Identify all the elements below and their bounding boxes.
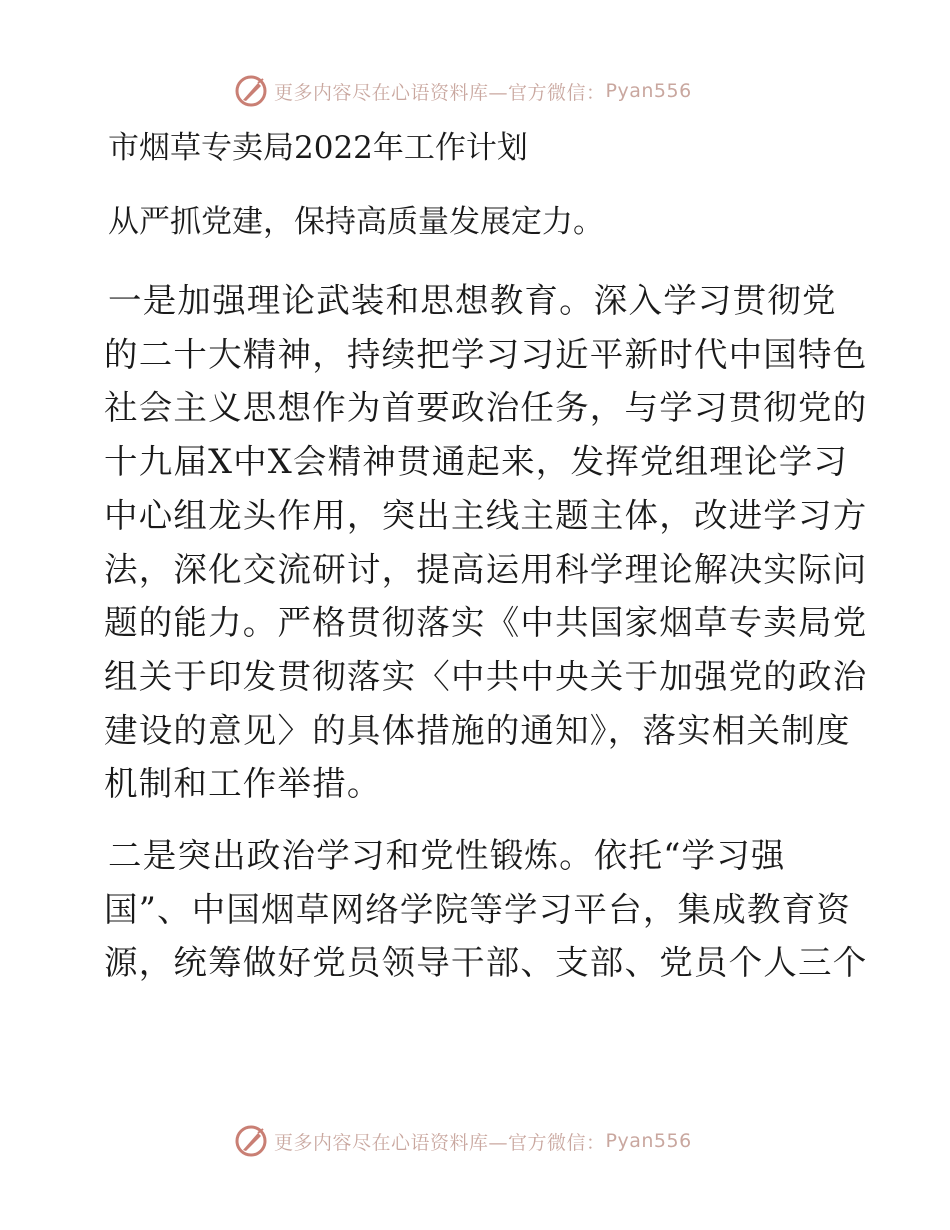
section-heading: 从严抓党建，保持高质量发展定力。 xyxy=(108,204,604,240)
paragraph-line: 中心组龙头作用，突出主线主题主体，改进学习方 xyxy=(104,495,868,535)
paragraph-line: 二是突出政治学习和党性锻炼。依托“学习强 xyxy=(108,836,786,876)
watermark-text: 更多内容尽在心语资料库—官方微信： xyxy=(274,81,606,104)
paragraph-line: 机制和工作举措。 xyxy=(104,764,382,804)
paragraph-line: 一是加强理论武装和思想教育。深入学习贯彻党 xyxy=(108,281,837,320)
feather-pen-logo-icon xyxy=(234,74,268,108)
paragraph-line: 十九届X中X会精神贯通起来，发挥党组理论学习 xyxy=(104,442,849,482)
watermark-text: 更多内容尽在心语资料库—官方微信： xyxy=(274,1131,606,1154)
paragraph-line: 源，统筹做好党员领导干部、支部、党员个人三个 xyxy=(104,943,868,983)
watermark-header xyxy=(234,71,692,111)
paragraph-line: 国”、中国烟草网络学院等学习平台，集成教育资 xyxy=(104,889,852,929)
feather-pen-logo-icon xyxy=(234,1124,268,1158)
paragraph xyxy=(104,274,868,811)
paragraph-line: 法，深化交流研讨，提高运用科学理论解决实际问 xyxy=(104,549,868,589)
document-body xyxy=(104,122,868,1008)
paragraph xyxy=(104,829,868,990)
paragraph-line: 社会主义思想作为首要政治任务，与学习贯彻党的 xyxy=(104,388,868,428)
watermark-wechat-id: Pyan556 xyxy=(605,1130,692,1152)
paragraph-line: 组关于印发贯彻落实〈中共中央关于加强党的政治 xyxy=(104,656,868,696)
watermark-wechat-id: Pyan556 xyxy=(605,80,692,102)
paragraph-line: 的二十大精神，持续把学习习近平新时代中国特色 xyxy=(104,334,868,374)
paragraph-line: 建设的意见〉的具体措施的通知》，落实相关制度 xyxy=(104,710,851,750)
document-title: 市烟草专卖局2022年工作计划 xyxy=(108,130,528,166)
paragraph-line: 题的能力。严格贯彻落实《中共国家烟草专卖局党 xyxy=(104,603,868,643)
watermark-footer xyxy=(234,1121,692,1161)
